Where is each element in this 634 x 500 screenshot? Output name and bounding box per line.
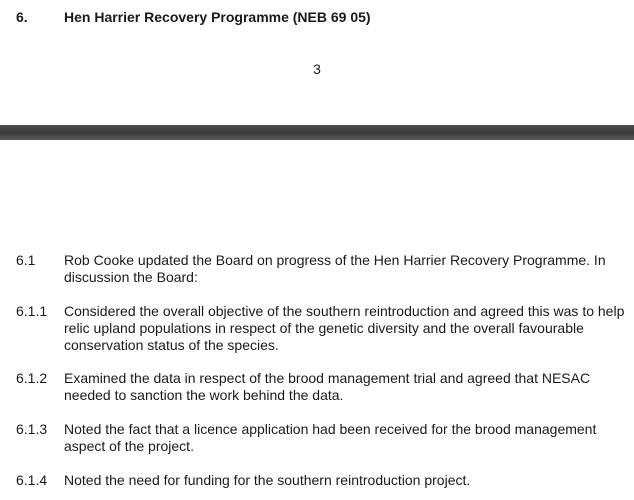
paragraph-text: Considered the overall objective of the southern reintroduction and agreed this was to help relic upland populations in respect of the genetic diversity and the overall favourable conservation status of the species. xyxy=(64,303,625,353)
page-break-bar xyxy=(0,125,634,140)
section-heading-number: 6. xyxy=(16,9,28,25)
paragraph-number: 6.1.3 xyxy=(16,421,48,437)
paragraph-number: 6.1.1 xyxy=(16,303,48,319)
paragraph-text: Examined the data in respect of the brood management trial and agreed that NESAC needed to sanction the work behind the data. xyxy=(64,370,591,403)
paragraph-number: 6.1 xyxy=(16,252,36,268)
paragraph-text: Noted the fact that a licence application had been received for the brood management aspect of the project. xyxy=(64,421,597,454)
paragraph-number: 6.1.4 xyxy=(16,472,48,488)
paragraph-text: Noted the need for funding for the southern reintroduction project. xyxy=(64,472,471,488)
paragraph-text: Rob Cooke updated the Board on progress of the Hen Harrier Recovery Programme. In discussion the Board: xyxy=(64,252,606,285)
page-number: 3 xyxy=(313,61,321,77)
section-heading-title: Hen Harrier Recovery Programme (NEB 69 05) xyxy=(64,9,371,25)
paragraph-number: 6.1.2 xyxy=(16,370,48,386)
